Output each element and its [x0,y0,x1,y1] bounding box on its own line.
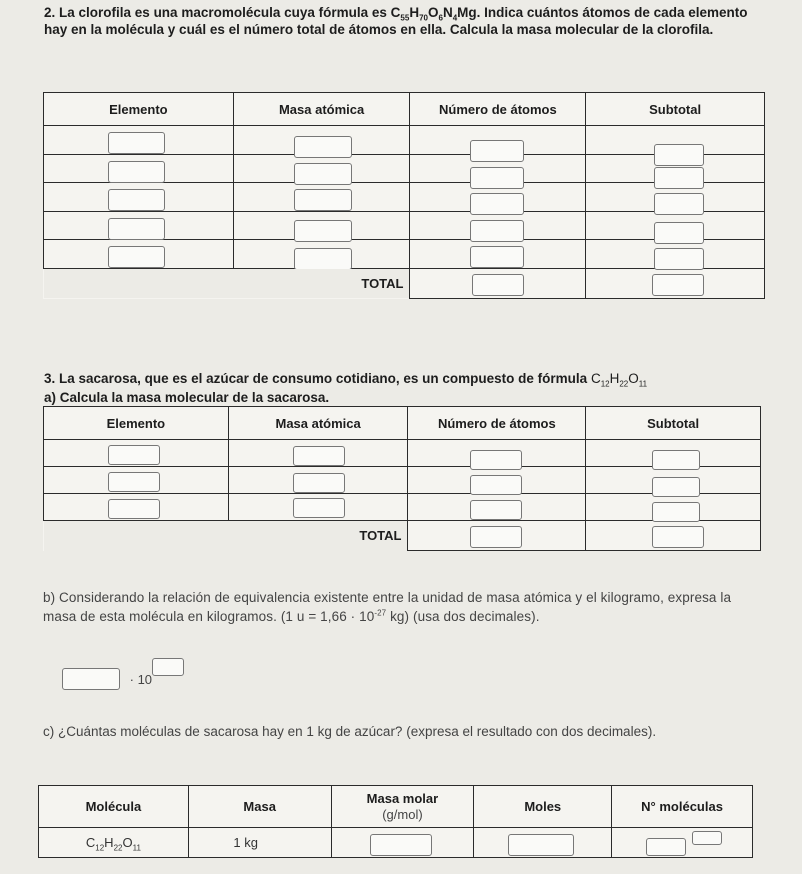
atomic-mass-cell [233,240,410,269]
total-mass-cell [586,521,761,551]
table-row [44,467,761,494]
formula-element: C [590,371,601,386]
molecules-cell [612,828,753,858]
formula-subscript: 55 [400,13,410,23]
total-row [44,268,765,298]
molar-mass-cell [331,828,474,858]
moles-cell [474,828,612,858]
question-2-text [44,4,774,38]
moles-input[interactable] [508,834,574,856]
table-row [44,183,765,212]
header-numero-atomos: Número de átomos [410,93,586,126]
subtotal-cell [586,467,761,494]
atomic-mass-input[interactable] [293,498,345,518]
table-row [44,126,765,155]
subtotal-cell [586,183,765,212]
subtotal-input[interactable] [654,248,704,270]
formula-element: H [609,371,620,386]
atomic-mass-input[interactable] [294,189,352,211]
atomic-mass-cell [228,494,408,521]
part-a-text: a) Calcula la masa molecular de la sacarosa. [44,390,330,405]
element-input[interactable] [108,445,160,465]
exponent: -27 [374,608,387,618]
formula-subscript: 11 [132,843,141,853]
atom-count-cell [408,494,586,521]
header-elemento: Elemento [44,407,229,440]
element-cell [44,494,229,521]
element-cell [44,440,229,467]
element-cell [44,240,234,269]
header-masa-molar [331,786,474,828]
question-3-text [44,370,774,387]
element-input[interactable] [108,161,165,183]
formula-subscript: 6 [438,13,443,23]
masa-molar-label: Masa molar [366,790,439,806]
total-atoms-input[interactable] [472,274,524,296]
subtotal-input[interactable] [652,502,700,522]
total-atoms-input[interactable] [470,526,522,548]
atomic-mass-input[interactable] [293,446,345,466]
molecules-exponent-input[interactable] [692,831,722,845]
mantissa-input[interactable] [62,668,120,690]
element-cell [44,183,234,212]
question-number: 3. [44,371,56,386]
subtotal-cell [586,154,765,183]
total-label: TOTAL [44,268,410,298]
atomic-mass-input[interactable] [294,163,352,185]
formula-subscript: 11 [638,379,648,389]
total-row [44,521,761,551]
atomic-mass-cell [233,183,410,212]
mass-cell [188,828,331,858]
element-cell [44,154,234,183]
sucrose-table [43,406,761,551]
atomic-mass-cell [228,440,408,467]
formula-element: C [390,5,401,20]
element-input[interactable] [108,132,165,154]
element-cell [44,211,234,240]
atom-count-cell [410,126,586,155]
formula-element: Mg [457,5,477,20]
subtotal-cell [586,494,761,521]
question-text: La sacarosa, que es el azúcar de consumo cotidiano, es un compuesto de fórmula [59,371,588,386]
molecule-formula-cell [39,828,189,858]
total-mass-input[interactable] [652,274,704,296]
header-n-moleculas: N° moléculas [612,786,753,828]
total-label: TOTAL [44,521,408,551]
molecules-mantissa-input[interactable] [646,838,686,856]
atomic-mass-cell [233,154,410,183]
mass-value: 1 kg [233,835,258,850]
element-input[interactable] [108,499,160,519]
atom-count-input[interactable] [470,246,524,268]
element-input[interactable] [108,472,160,492]
formula-subscript: 12 [95,843,105,853]
part-b-text [43,588,765,626]
header-elemento: Elemento [44,93,234,126]
table-row [44,240,765,269]
formula-element: O [122,835,133,850]
header-masa-atomica: Masa atómica [228,407,408,440]
molecules-table [38,785,753,858]
atom-count-input[interactable] [470,220,524,242]
element-cell [44,467,229,494]
total-mass-input[interactable] [652,526,704,548]
formula-subscript: 22 [113,843,123,853]
molar-mass-input[interactable] [370,834,432,856]
question-number: 2. [44,5,56,20]
part-b-text-2: kg) (usa dos decimales). [386,609,540,624]
chlorophyll-table [43,92,765,299]
atom-count-cell [408,467,586,494]
atomic-mass-input[interactable] [293,473,345,493]
total-mass-cell [586,268,765,298]
element-cell [44,126,234,155]
header-numero-atomos: Número de átomos [408,407,586,440]
header-subtotal: Subtotal [586,93,765,126]
header-molecula: Molécula [39,786,189,828]
subtotal-cell [586,211,765,240]
subtotal-cell [586,240,765,269]
atom-count-cell [410,154,586,183]
atom-count-cell [410,240,586,269]
atomic-mass-cell [228,467,408,494]
total-atoms-cell [410,268,586,298]
formula-subscript: 70 [419,13,428,23]
part-b-answer [62,668,184,690]
subtotal-cell [586,440,761,467]
header-moles: Moles [474,786,612,828]
table-row [44,440,761,467]
table-row [44,211,765,240]
times-ten-label: · 10 [129,671,153,687]
question-text: La clorofila es una macromolécula cuya fórmula es [59,5,391,20]
exponent-input[interactable] [152,658,184,676]
table-row [44,154,765,183]
atomic-mass-cell [233,126,410,155]
element-input[interactable] [108,218,165,240]
sucrose-formula [590,371,648,389]
atom-count-input[interactable] [470,475,522,495]
formula-element: C [85,835,96,850]
atom-count-cell [410,211,586,240]
header-masa-atomica: Masa atómica [233,93,410,126]
subtotal-cell [586,126,765,155]
header-masa: Masa [188,786,331,828]
atom-count-cell [408,440,586,467]
atomic-mass-input[interactable] [294,248,352,270]
formula-element: O [427,5,439,20]
formula-element: N [442,5,453,20]
formula-subscript: 4 [452,13,458,23]
part-c-text: c) ¿Cuántas moléculas de sacarosa hay en 1 kg de azúcar? (expresa el resultado con dos decimales). [43,724,657,739]
gmol-label: (g/mol) [382,806,423,822]
formula-element: H [104,835,114,850]
element-input[interactable] [108,246,165,268]
atomic-mass-input[interactable] [294,220,352,242]
atomic-mass-cell [233,211,410,240]
chlorophyll-formula [390,5,477,23]
element-input[interactable] [108,189,165,211]
formula-subscript: 12 [600,379,610,389]
part-b-text-1: b) Considerando la relación de equivalencia existente entre la unidad de masa atómica y el kilogramo, expresa la masa de esta molécula en kilogramos. (1 u = 1,66 · 10 [43,590,732,624]
atom-count-cell [410,183,586,212]
total-atoms-cell [408,521,586,551]
header-subtotal: Subtotal [586,407,761,440]
table-row [44,494,761,521]
formula-element: O [628,371,639,386]
atom-count-input[interactable] [470,500,522,520]
formula-subscript: 22 [619,379,629,389]
formula-element: H [409,5,420,20]
question-text-continued: . Indica cuántos átomos de cada elemento hay en la molécula y cuál es el número total de átomos en ella. Calcula la masa molecular de la clorofila. [44,5,748,37]
